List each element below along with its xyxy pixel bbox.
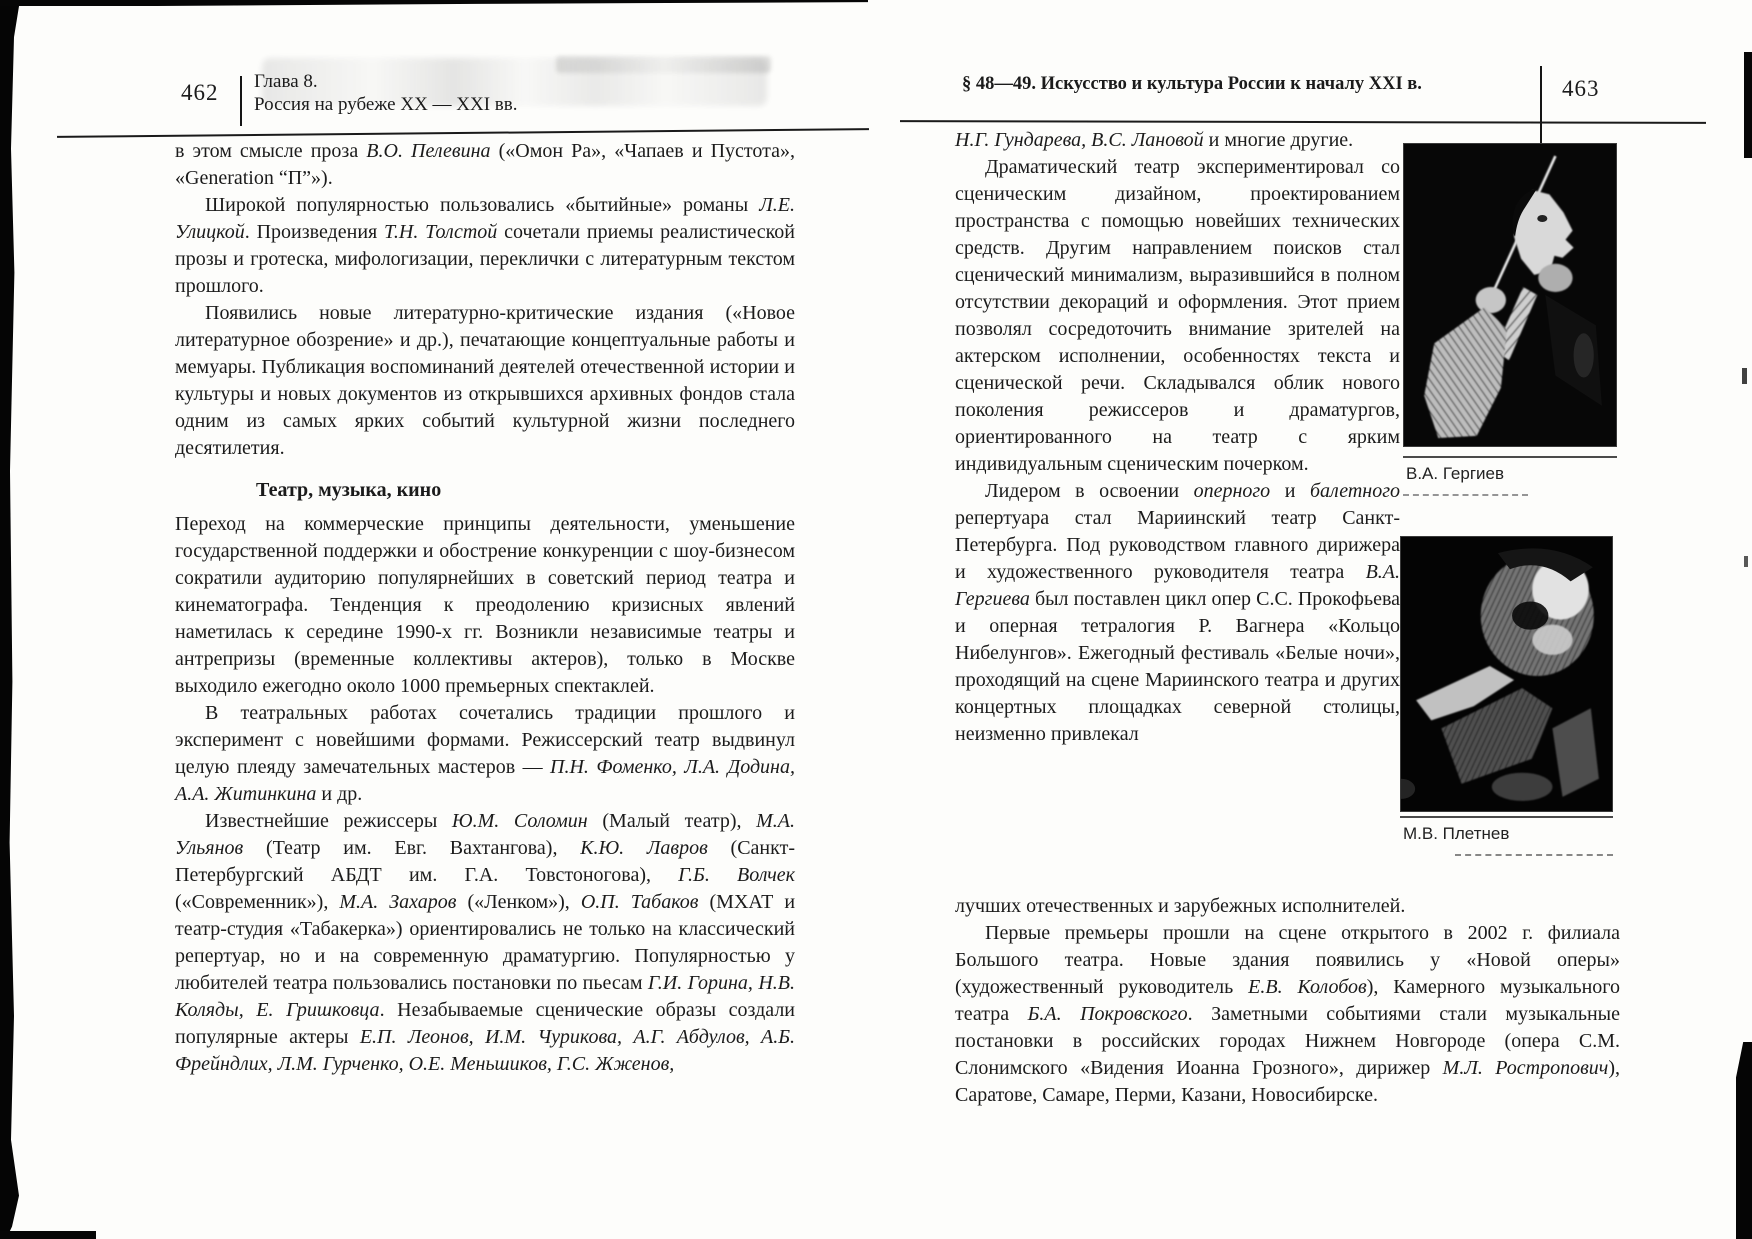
emphasized-name: Г.И. Горина, Н.В. Коляды, Е. Гришковца xyxy=(175,972,795,1021)
emphasized-name: Е.П. Леонов, И.М. Чурикова, А.Г. Абдулов, А.Б. Фрейндлих, Л.М. Гурченко, О.Е. Меньшиков, Г.С. Жженов, xyxy=(175,1026,795,1075)
emphasized-name: К.Ю. Лавров xyxy=(580,837,708,859)
emphasized-name: Е.В. Колобов xyxy=(1248,976,1367,998)
scan-edge-right-top xyxy=(1744,52,1752,158)
caption-underline xyxy=(1455,854,1613,856)
emphasized-name: оперного xyxy=(1193,480,1271,502)
emphasized-name: М.А. Захаров xyxy=(339,891,457,913)
paragraph: Драматический театр экспериментировал со сценическим дизайном, проектированием пространства с помощью новейших технических средств. Другим направлением поисков стал сценический минимализм, выразившийся в полном отсутствии декораций и оформления. Этот прием позволял сосредоточить внимание зрителей на актерском исполнении, особенностях текста и сценической речи. Складывался облик нового поколения режиссеров и драматургов, ориентированного на театр с ярким индивидуальным сценическим почерком. xyxy=(955,156,1400,475)
emphasized-name: В.О. Пелевина xyxy=(366,140,491,162)
paragraph: лучших отечественных и зарубежных исполнителей. xyxy=(955,895,1406,917)
scan-edge-left xyxy=(0,0,20,1239)
scan-edge-top xyxy=(0,0,868,6)
caption-underline xyxy=(1403,494,1528,496)
header-divider xyxy=(240,76,242,126)
caption-rule xyxy=(1403,456,1617,458)
emphasized-name: Ю.М. Соломин xyxy=(451,810,588,832)
right-page-wide-column xyxy=(955,893,1620,1109)
scan-smudge xyxy=(556,56,771,73)
right-page-number: 463 xyxy=(1562,76,1600,101)
photo-pletnev-portrait xyxy=(1400,536,1613,812)
photo-pletnev-image xyxy=(1401,537,1612,811)
emphasized-name: М.А. Ульянов xyxy=(175,810,796,859)
emphasized-name: балетного xyxy=(1309,480,1401,502)
chapter-line2: Россия на рубеже XX — XXI вв. xyxy=(254,94,518,115)
scan-edge-right-bottom xyxy=(1736,1042,1752,1239)
caption-rule xyxy=(1400,816,1613,818)
section-heading: Театр, музыка, кино xyxy=(256,479,442,501)
section-running-head: § 48—49. Искусство и культура России к началу XXI в. xyxy=(962,74,1422,94)
paragraph: Лидером в освоении оперного и балетного репертуара стал Мариинский театр Санкт-Петербурга. Под руководством главного дирижера и художественного руководителя театра В.А. Гергиева был поставлен цикл опер С.С. Прокофьева и оперная тетралогия Р. Вагнера «Кольцо Нибелунгов». Ежегодный фестиваль «Белые ночи», проходящий на сцене Мариинского театра и других концертных площадках северной столицы, неизменно привлекал xyxy=(955,480,1401,745)
emphasized-name: М.Л. Ростропович xyxy=(1442,1057,1609,1079)
paragraph: Переход на коммерческие принципы деятельности, уменьшение государственной поддержки и обострение конкуренции с шоу-бизнесом сократили аудиторию популярнейших в советский период театра и кинематографа. Тенденция к преодолению кризисных явлений наметилась к середине 1990-х гг. Возникли независимые театры и антрепризы (временные коллективы актеров), только в Москве выходило ежегодно около 1000 премьерных спектаклей. xyxy=(175,513,795,697)
photo-caption-pletnev: М.В. Плетнев xyxy=(1403,824,1510,843)
emphasized-name: Б.А. Покровского xyxy=(1027,1003,1188,1025)
emphasized-name: О.П. Табаков xyxy=(580,891,699,913)
paragraph: Первые премьеры прошли на сцене открытого в 2002 г. филиала Большого театра. Новые здания появились у «Новой оперы» (художественный руководитель Е.В. Колобов), Камерного музыкального театра Б.А. Покровского. Заметными событиями стали музыкальные постановки в российских городах Нижнем Новгороде (опера С.М. Слонимского «Видения Иоанна Грозного», дирижер М.Л. Ростропович), Саратове, Самаре, Перми, Казани, Новосибирске. xyxy=(955,922,1620,1106)
left-page-number: 462 xyxy=(181,80,219,105)
emphasized-name: Н.Г. Гундарева, В.С. Лановой xyxy=(955,129,1204,151)
left-header-rule xyxy=(57,128,869,138)
emphasized-name: Л.Е. Улицкой xyxy=(175,194,795,243)
emphasized-name: В.А. Гергиева xyxy=(955,561,1400,610)
left-page-body xyxy=(175,138,795,1078)
chapter-running-head xyxy=(254,70,518,116)
scan-edge-bottom-left xyxy=(0,1231,96,1239)
paragraph: Н.Г. Гундарева, В.С. Лановой и многие другие. xyxy=(955,129,1354,151)
paragraph: Известнейшие режиссеры Ю.М. Соломин (Малый театр), М.А. Ульянов (Театр им. Евг. Вахтангова), К.Ю. Лавров (Санкт-Петербургский АБДТ им. Г.А. Товстоногова), Г.Б. Волчек («Современник»), М.А. Захаров («Ленком»), О.П. Табаков (МХАТ и театр-студия «Табакерка») ориентировались не только на классический репертуар, но и на современную драматургию. Популярностью у любителей театра пользовались постановки по пьесам Г.И. Горина, Н.В. Коляды, Е. Гришковца. Незабываемые сценические образы создали популярные актеры Е.П. Леонов, И.М. Чурикова, А.Г. Абдулов, А.Б. Фрейндлих, Л.М. Гурченко, О.Е. Меньшиков, Г.С. Жженов, xyxy=(175,810,796,1075)
scan-speck xyxy=(1742,368,1747,384)
emphasized-name: П.Н. Фоменко, Л.А. Додина, А.А. Житинкина xyxy=(175,756,795,805)
emphasized-name: Т.Н. Толстой xyxy=(384,221,498,243)
paragraph: Широкой популярностью пользовались «бытийные» романы Л.Е. Улицкой. Произведения Т.Н. Толстой сочетали приемы реалистической прозы и гротеска, мифологизации, переклички с литературным текстом прошлого. xyxy=(175,194,795,297)
photo-gergiev-image xyxy=(1404,144,1616,446)
chapter-line1: Глава 8. xyxy=(254,71,318,92)
photo-caption-gergiev: В.А. Гергиев xyxy=(1406,464,1505,483)
photo-gergiev-conducting xyxy=(1403,143,1617,447)
emphasized-name: Г.Б. Волчек xyxy=(678,864,795,886)
paragraph: Появились новые литературно-критические издания («Новое литературное обозрение» и др.), печатающие концептуальные работы и мемуары. Публикация воспоминаний деятелей отечественной истории и культуры и новых документов из открывшихся архивных фондов стала одним из самых ярких событий культурной жизни последнего десятилетия. xyxy=(175,302,795,459)
paragraph: В театральных работах сочетались традиции прошлого и эксперимент с новейшими формами. Режиссерский театр выдвинул целую плеяду замечательных мастеров — П.Н. Фоменко, Л.А. Додина, А.А. Житинкина и др. xyxy=(175,702,795,805)
paragraph: в этом смысле проза В.О. Пелевина («Омон Ра», «Чапаев и Пустота», «Generation “П”»). xyxy=(175,140,796,189)
right-header-rule xyxy=(900,120,1706,124)
scan-speck xyxy=(1744,556,1748,567)
right-page-narrow-column xyxy=(955,127,1400,748)
